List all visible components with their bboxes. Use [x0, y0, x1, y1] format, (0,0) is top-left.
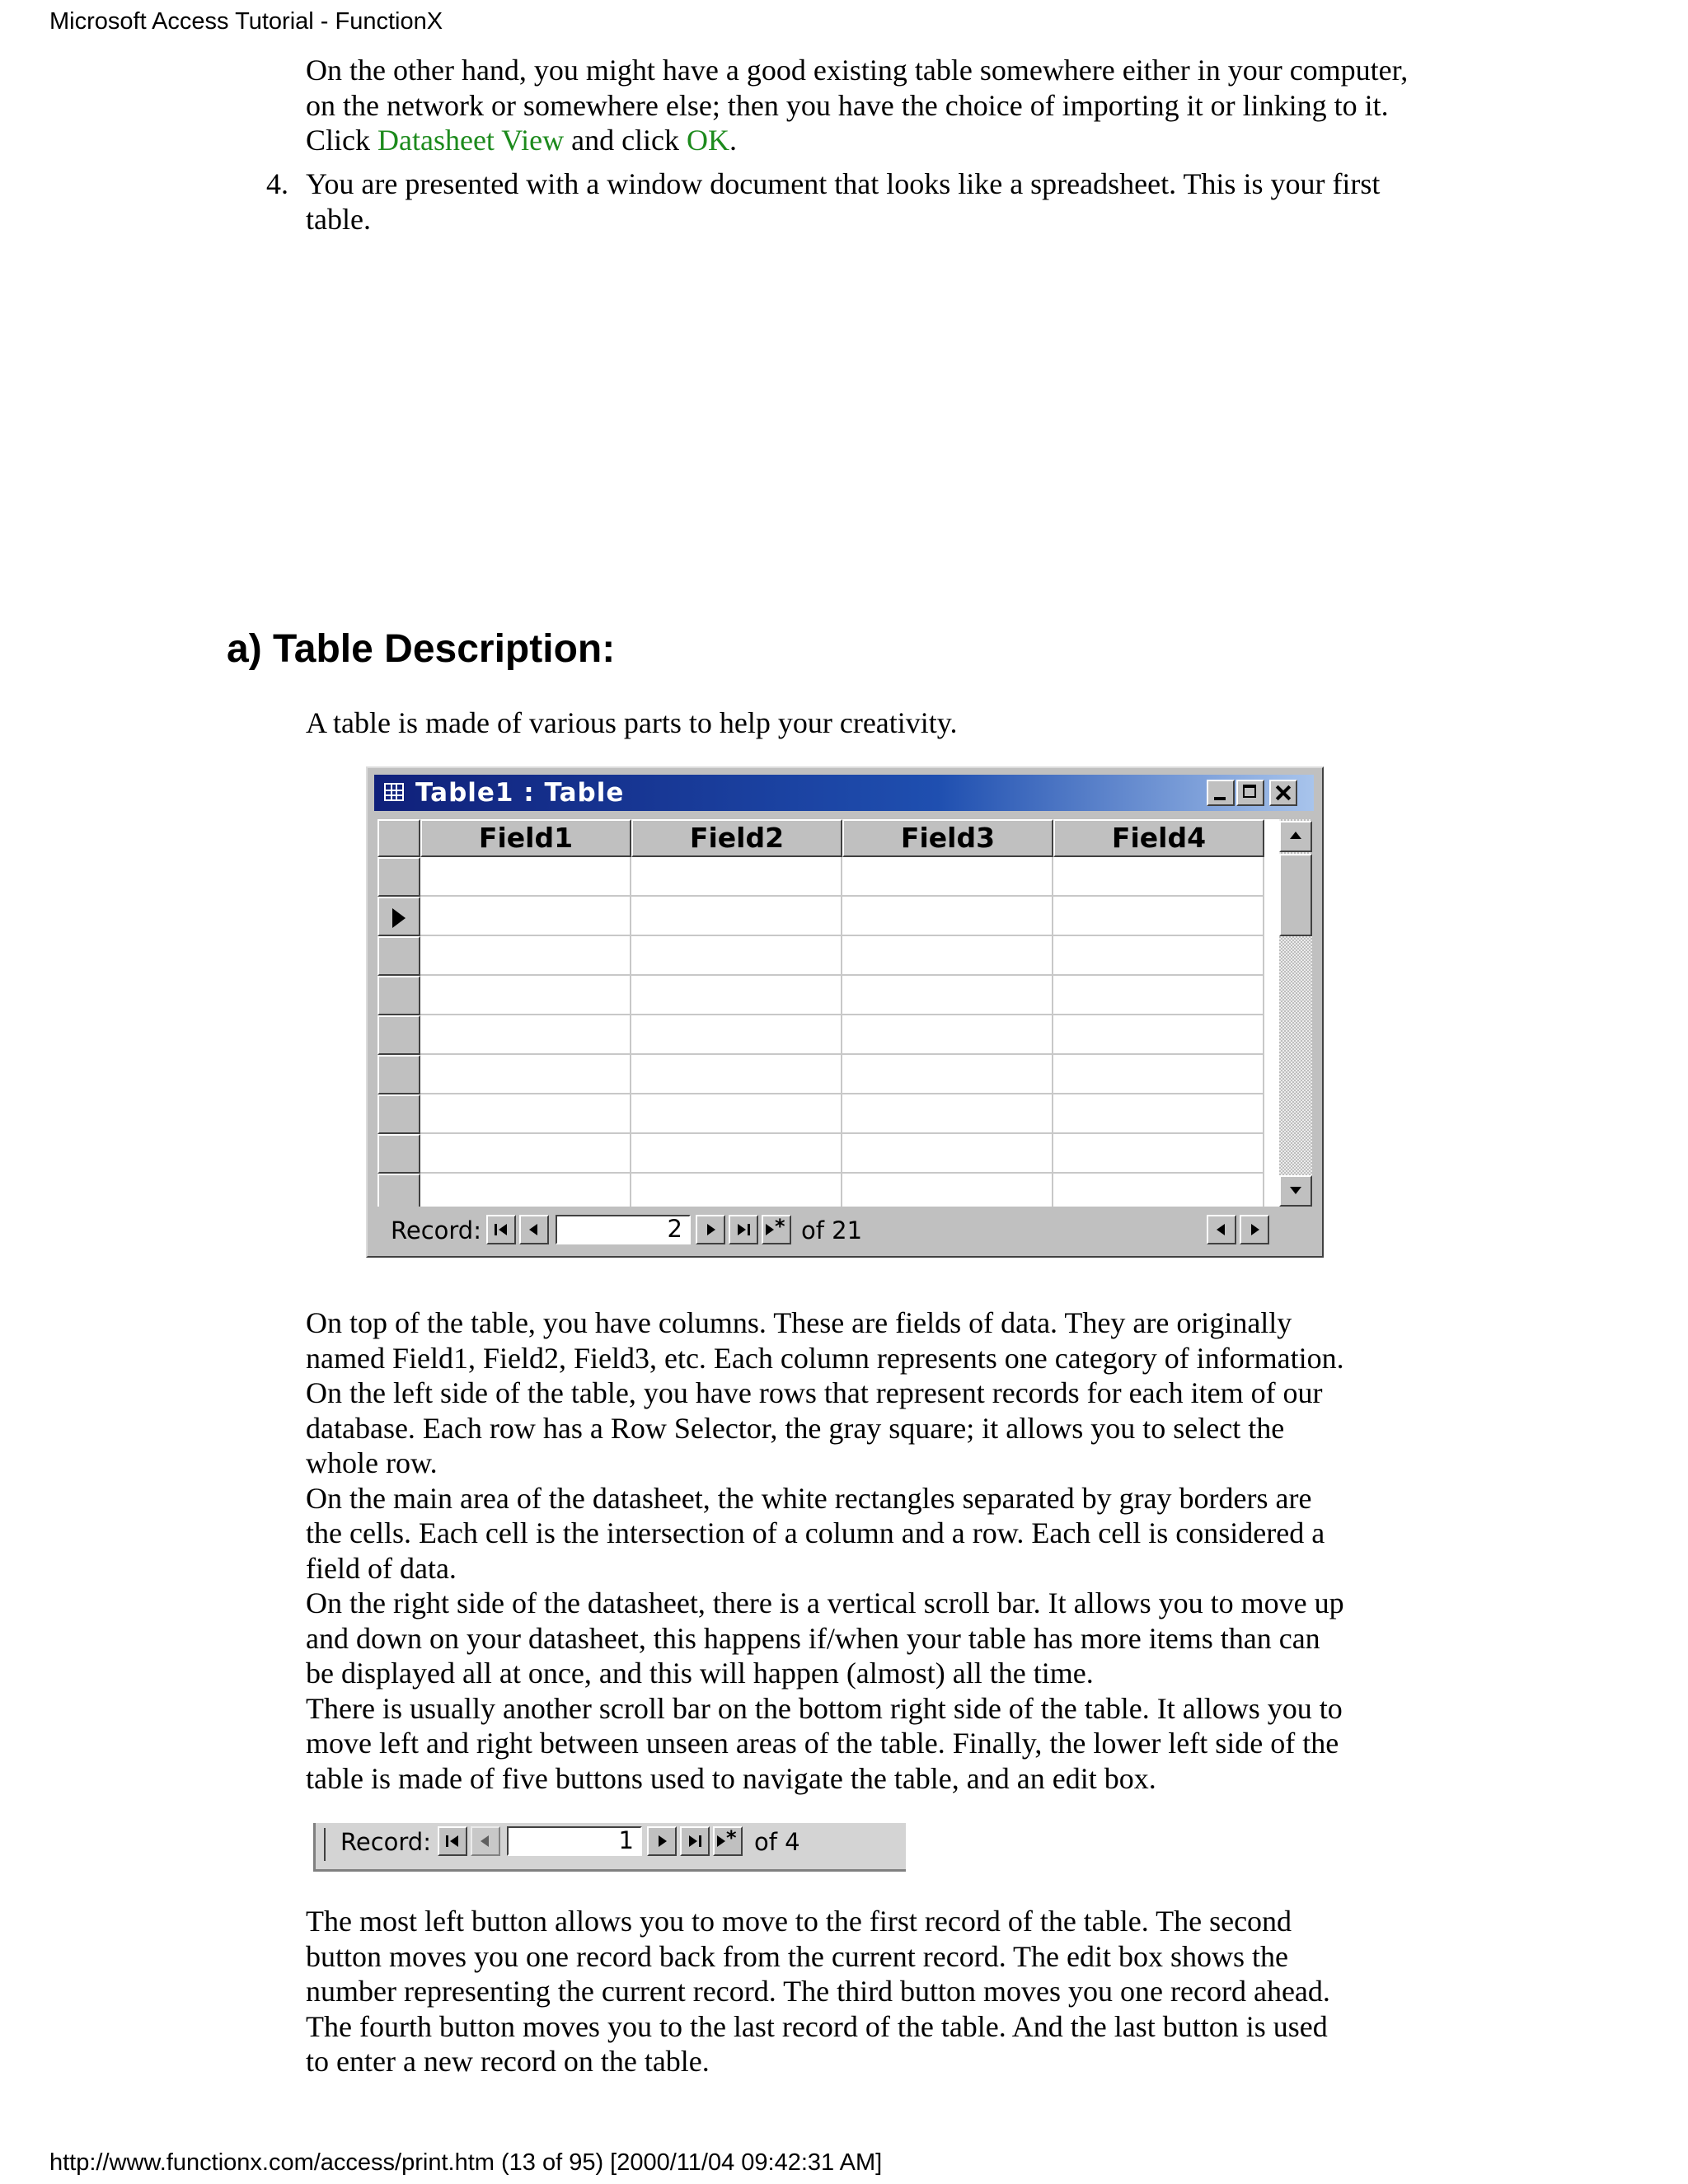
scroll-right-arrow-icon[interactable] [1240, 1215, 1269, 1244]
row-selector[interactable] [377, 976, 420, 1015]
record-label: Record: [340, 1828, 431, 1856]
record-count: of 4 [754, 1828, 800, 1856]
table-cell[interactable] [420, 1015, 631, 1055]
buttons-line: button moves you one record back from the current record. The edit box shows the [306, 1939, 1288, 1973]
table-cell[interactable] [1053, 1015, 1264, 1055]
description-line: be displayed all at once, and this will happen (almost) all the time. [306, 1657, 1094, 1690]
row-selector[interactable] [377, 1174, 420, 1207]
ok-link[interactable]: OK [687, 124, 730, 157]
table-row [377, 1174, 1279, 1207]
row-selector[interactable] [377, 1015, 420, 1055]
description-line: and down on your datasheet, this happens if/when your table has more items than can [306, 1621, 1320, 1655]
table-row [377, 897, 1279, 936]
close-button[interactable] [1269, 780, 1297, 806]
section-lead: A table is made of various parts to help your creativity. [306, 706, 958, 739]
table-cell[interactable] [631, 976, 842, 1015]
table-cell[interactable] [842, 1015, 1053, 1055]
table-cell[interactable] [420, 897, 631, 936]
intro-paragraph [306, 53, 1476, 158]
scroll-up-arrow-icon[interactable] [1279, 821, 1312, 852]
table-cell[interactable] [420, 976, 631, 1015]
record-number-input[interactable]: 1 [507, 1826, 642, 1856]
intro-line: on the network or somewhere else; then you have the choice of importing it or linking to it. [306, 88, 1389, 122]
row-selector[interactable] [377, 936, 420, 976]
step4-line: You are presented with a window document that looks like a spreadsheet. This is your first [306, 167, 1381, 200]
maximize-button[interactable] [1236, 780, 1264, 806]
table-cell[interactable] [1053, 1174, 1264, 1207]
column-header-field2[interactable]: Field2 [631, 819, 842, 857]
table-row [377, 1134, 1279, 1174]
window-title: Table1 : Table [415, 778, 625, 808]
datasheet-grid [377, 819, 1279, 1207]
new-record-button[interactable]: * [762, 1215, 791, 1244]
datasheet-view-link[interactable]: Datasheet View [377, 124, 565, 157]
table-cell[interactable] [420, 1174, 631, 1207]
next-record-button[interactable] [696, 1215, 725, 1244]
table-cell[interactable] [1053, 897, 1264, 936]
minimize-button[interactable] [1207, 780, 1235, 806]
table-row [377, 1055, 1279, 1094]
table-cell[interactable] [842, 857, 1053, 897]
description-line: On the left side of the table, you have rows that represent records for each item of our [306, 1376, 1323, 1409]
table-cell[interactable] [842, 1094, 1053, 1134]
table-cell[interactable] [842, 1174, 1053, 1207]
step4-line: table. [306, 202, 371, 236]
last-record-button[interactable] [729, 1215, 758, 1244]
table-row [377, 1015, 1279, 1055]
description-line: On the main area of the datasheet, the white rectangles separated by gray borders are [306, 1481, 1312, 1515]
intro-line-prefix: Click [306, 124, 377, 157]
buttons-line: The fourth button moves you to the last record of the table. And the last button is used [306, 2009, 1328, 2043]
column-header-field4[interactable]: Field4 [1053, 819, 1264, 857]
table-cell[interactable] [1053, 936, 1264, 976]
row-selector[interactable] [377, 857, 420, 897]
table-cell[interactable] [631, 1174, 842, 1207]
intro-line-end: . [729, 124, 738, 157]
row-selector[interactable] [377, 1055, 420, 1094]
record-count: of 21 [801, 1216, 863, 1244]
table-cell[interactable] [842, 897, 1053, 936]
table-cell[interactable] [420, 1134, 631, 1174]
table-cell[interactable] [1053, 1134, 1264, 1174]
table-row [377, 1094, 1279, 1134]
first-record-button[interactable] [486, 1215, 516, 1244]
table-cell[interactable] [842, 976, 1053, 1015]
table-cell[interactable] [631, 1055, 842, 1094]
table-cell[interactable] [420, 857, 631, 897]
table-cell[interactable] [842, 1055, 1053, 1094]
section-heading: a) Table Description: [227, 627, 616, 671]
current-record-arrow-icon [392, 908, 406, 928]
scroll-thumb[interactable] [1279, 854, 1312, 936]
row-selector[interactable] [377, 1134, 420, 1174]
page-header: Microsoft Access Tutorial - FunctionX [49, 8, 443, 35]
description-line: field of data. [306, 1551, 457, 1585]
row-selector[interactable] [377, 897, 420, 936]
table-cell[interactable] [631, 1134, 842, 1174]
table-cell[interactable] [631, 897, 842, 936]
table-cell[interactable] [631, 1015, 842, 1055]
table-cell[interactable] [631, 936, 842, 976]
datasheet-icon [384, 783, 404, 801]
select-all-corner[interactable] [377, 819, 420, 857]
table-row [377, 936, 1279, 976]
scroll-left-arrow-icon[interactable] [1207, 1215, 1236, 1244]
column-header-field3[interactable]: Field3 [842, 819, 1053, 857]
record-navigation-bar-example [313, 1823, 906, 1872]
table-cell[interactable] [420, 1055, 631, 1094]
buttons-line: The most left button allows you to move to the first record of the table. The second [306, 1905, 1292, 1938]
buttons-line: to enter a new record on the table. [306, 2045, 710, 2078]
column-header-field1[interactable]: Field1 [420, 819, 631, 857]
table-cell[interactable] [1053, 1055, 1264, 1094]
toolbar-separator [324, 1828, 326, 1861]
description-line: On top of the table, you have columns. These are fields of data. They are originally [306, 1306, 1292, 1339]
previous-record-button[interactable] [519, 1215, 549, 1244]
table-cell[interactable] [1053, 857, 1264, 897]
record-navigation-bar [379, 1212, 1311, 1248]
row-selector[interactable] [377, 1094, 420, 1134]
last-record-button[interactable] [680, 1826, 710, 1856]
scroll-down-arrow-icon[interactable] [1279, 1175, 1312, 1207]
description-line: named Field1, Field2, Field3, etc. Each column represents one category of information. [306, 1341, 1344, 1375]
buttons-paragraph [306, 1904, 1476, 2079]
table-cell[interactable] [842, 936, 1053, 976]
window-titlebar[interactable] [374, 775, 1314, 811]
description-line: On the right side of the datasheet, there is a vertical scroll bar. It allows you to move up [306, 1586, 1344, 1619]
step4-paragraph [306, 166, 1476, 237]
table-cell[interactable] [842, 1134, 1053, 1174]
buttons-line: number representing the current record. The third button moves you one record ahead. [306, 1975, 1330, 2008]
description-line: database. Each row has a Row Selector, the gray square; it allows you to select the [306, 1411, 1285, 1445]
previous-record-button[interactable] [471, 1826, 500, 1856]
table-cell[interactable] [631, 857, 842, 897]
table-row [377, 857, 1279, 897]
intro-line-mid: and click [564, 124, 687, 157]
description-line: move left and right between unseen areas of the table. Finally, the lower left side of the [306, 1727, 1339, 1760]
record-label: Record: [391, 1216, 481, 1244]
description-line: table is made of five buttons used to navigate the table, and an edit box. [306, 1761, 1156, 1795]
description-line: the cells. Each cell is the intersection of a column and a row. Each cell is considered a [306, 1516, 1325, 1549]
table-cell[interactable] [420, 1094, 631, 1134]
description-paragraph [306, 1305, 1476, 1796]
table-cell[interactable] [420, 936, 631, 976]
page-footer: http://www.functionx.com/access/print.htm (13 of 95) [2000/11/04 09:42:31 AM] [49, 2149, 883, 2176]
table-row [377, 976, 1279, 1015]
step-number: 4. [266, 167, 288, 200]
record-number-input[interactable]: 2 [556, 1215, 691, 1244]
table-window [366, 766, 1324, 1258]
next-record-button[interactable] [647, 1826, 677, 1856]
table-cell[interactable] [631, 1094, 842, 1134]
description-line: There is usually another scroll bar on the bottom right side of the table. It allows you to [306, 1691, 1343, 1725]
column-header-row [377, 819, 1279, 857]
table-cell[interactable] [1053, 1094, 1264, 1134]
table-cell[interactable] [1053, 976, 1264, 1015]
vertical-scrollbar[interactable] [1279, 819, 1312, 1207]
description-line: whole row. [306, 1446, 438, 1479]
new-record-button[interactable]: * [713, 1826, 743, 1856]
intro-line: On the other hand, you might have a good existing table somewhere either in your computer, [306, 54, 1409, 87]
first-record-button[interactable] [438, 1826, 467, 1856]
